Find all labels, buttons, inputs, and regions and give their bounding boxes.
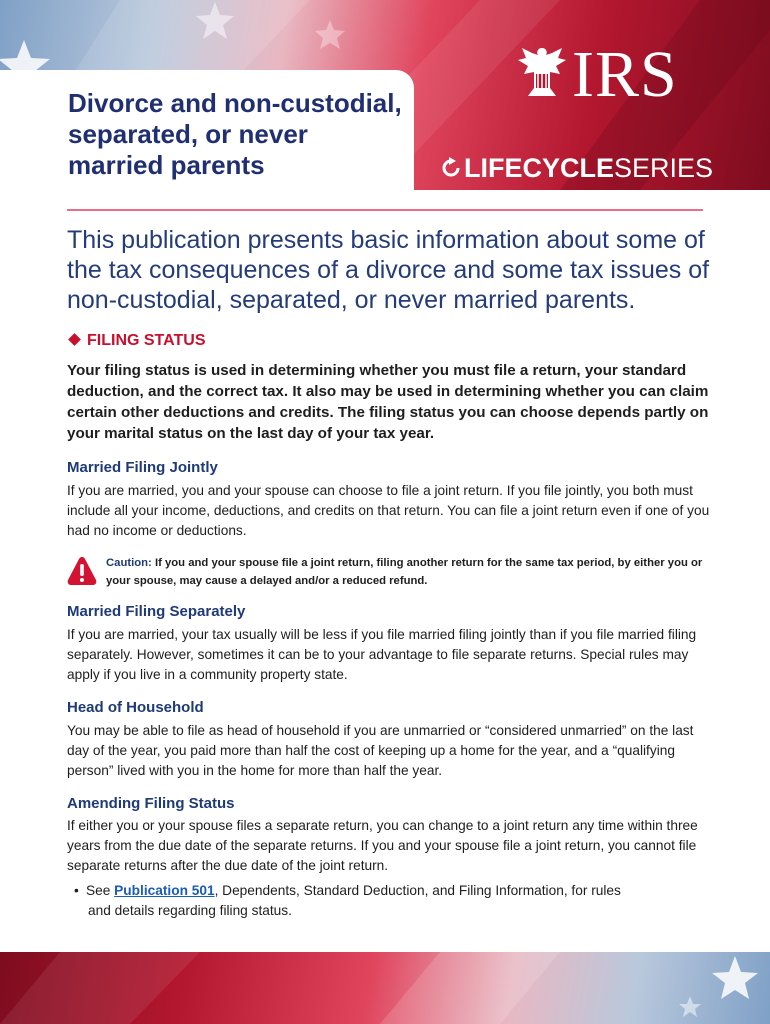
footer-banner: [0, 952, 770, 1024]
separately-heading: Married Filing Separately: [67, 603, 246, 620]
footer-decoration: [0, 952, 770, 1024]
filing-status-heading: [67, 331, 206, 351]
caution-text-block: [106, 554, 716, 590]
diamond-icon: [68, 333, 81, 346]
series-life-text: LIFECYCLE: [464, 153, 615, 183]
publication-bullet: [74, 881, 714, 921]
star-icon: [679, 996, 701, 1017]
filing-status-heading-text: FILING STATUS: [87, 332, 206, 349]
star-icon: [712, 956, 758, 999]
star-icon: [315, 20, 345, 49]
caution-note: [67, 554, 717, 594]
jointly-text: If you are married, you and your spouse can choose to file a joint return. If you file jointly, you both must include all your income, deductions, and credits on that return. You can file a joint return even if one of you had no income or deductions.: [67, 483, 710, 538]
caution-text: If you and your spouse file a joint return, filing another return for the same tax period, by either you or your spouse, may cause a delayed and/or a reduced refund.: [106, 557, 703, 587]
bullet-dot: •: [74, 883, 79, 898]
filing-status-lead: Your filing status is used in determining whether you must file a return, your standard deduction, and the correct tax. It also may be used in determining whether you can claim certain other deductions and credits. The filing status you can choose depends partly on your marital status on the last day of your tax year.: [67, 362, 709, 442]
jointly-heading: Married Filing Jointly: [67, 459, 218, 476]
series-label: [440, 152, 713, 184]
bullet-prefix: See: [86, 883, 111, 898]
irs-logo: [516, 38, 694, 111]
series-word-text: SERIES: [614, 153, 714, 183]
caution-label: Caution:: [106, 557, 152, 569]
title-divider: [67, 209, 703, 211]
separately-text: If you are married, your tax usually will be less if you file married filing jointly than if you file married filing separately. However, sometimes it can be to your advantage to file separate returns. Special rules may apply if you live in a community property state.: [67, 627, 697, 682]
irs-wordmark: IRS: [572, 38, 678, 111]
publication-501-link[interactable]: Publication 501: [114, 883, 215, 898]
amending-text: If either you or your spouse files a separate return, you can change to a joint return any time within three years from the due date of the separate returns. If you and your spouse file a joint return, you cannot file separate returns after the due date of the joint return.: [67, 818, 698, 873]
intro-paragraph: This publication presents basic information about some of the tax consequences of a divorce and some tax issues of non-custodial, separated, or never married parents.: [67, 226, 710, 314]
bullet-rest: , Dependents, Standard Deduction, and Filing Information, for rules: [214, 883, 621, 898]
circular-arrow-icon: [440, 157, 462, 179]
hoh-text: You may be able to file as head of household if you are unmarried or “considered unmarried” on the last day of the year, you paid more than half the cost of keeping up a home for the year, and a “qualifying person” lived with you in the home for more than half the year.: [67, 723, 694, 778]
bullet-continuation: and details regarding filing status.: [88, 903, 292, 918]
amending-heading: Amending Filing Status: [67, 795, 235, 812]
eagle-emblem-icon: [516, 44, 568, 102]
hoh-heading: Head of Household: [67, 699, 204, 716]
warning-icon: [67, 556, 97, 586]
page-title: Divorce and non-custodial, separated, or never married parents: [68, 88, 402, 180]
